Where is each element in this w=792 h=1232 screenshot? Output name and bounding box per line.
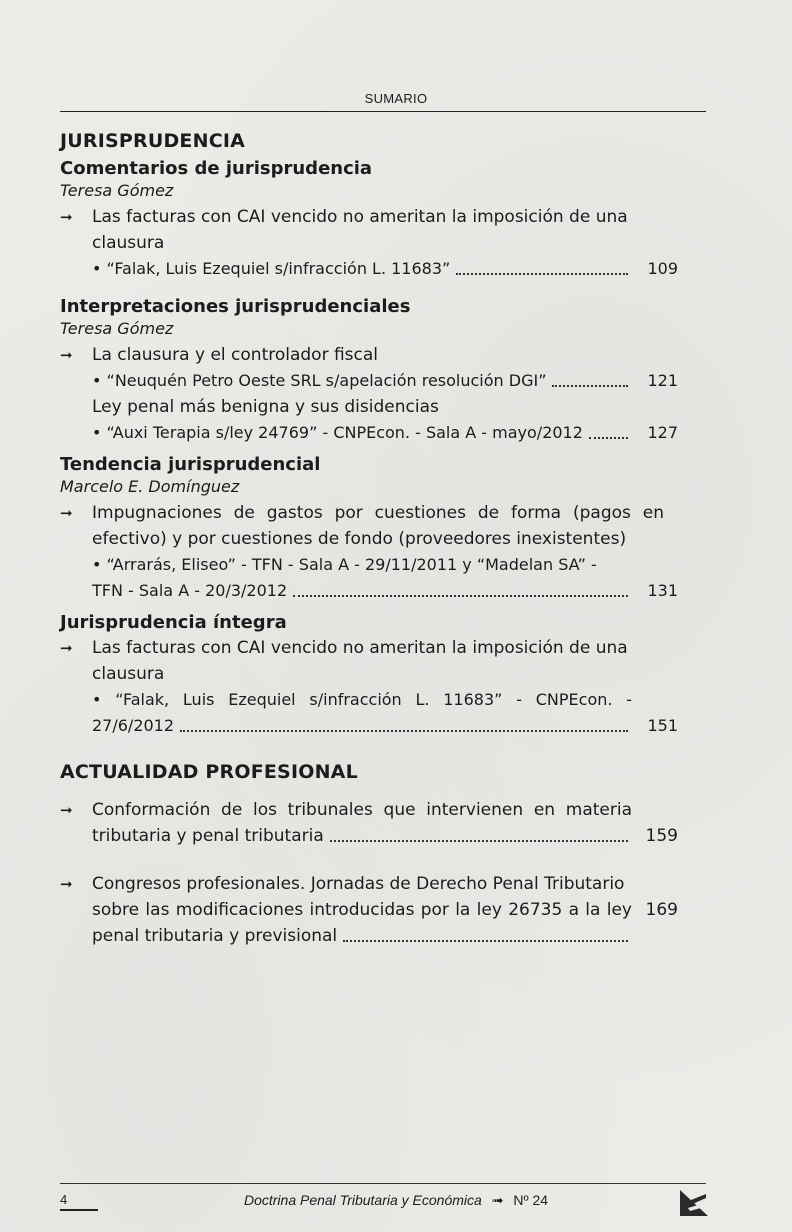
subsection-title-tendencia: Tendencia jurisprudencial bbox=[60, 454, 321, 475]
issue-number: Nº 24 bbox=[513, 1192, 549, 1208]
entry-title: Conformación de los tribunales que intervienen en materia bbox=[92, 800, 632, 820]
item-text: • “Arrarás, Eliseo” - TFN - Sala A - 29/11/2011 y “Madelan SA” - bbox=[92, 555, 597, 574]
author-comentarios: Teresa Gómez bbox=[60, 181, 174, 200]
page-number: 159 bbox=[645, 826, 678, 846]
subsection-title-integra: Jurisprudencia íntegra bbox=[60, 612, 287, 633]
author-interpretaciones: Teresa Gómez bbox=[60, 319, 174, 338]
dot-leader bbox=[456, 273, 628, 275]
item-text: • “Auxi Terapia s/ley 24769” - CNPEcon. - Sala A - mayo/2012 bbox=[92, 423, 583, 442]
section-title-jurisprudencia: JURISPRUDENCIA bbox=[60, 130, 246, 152]
journal-title: Doctrina Penal Tributaria y Económica bbox=[243, 1192, 482, 1208]
toc-item[interactable] bbox=[92, 256, 710, 282]
arrow-right-icon: ➞ bbox=[60, 875, 73, 893]
dot-leader bbox=[552, 385, 628, 387]
toc-item[interactable] bbox=[92, 368, 710, 394]
entry-title: Ley penal más benigna y sus disidencias bbox=[92, 397, 439, 417]
toc-item[interactable] bbox=[92, 687, 710, 739]
entry-title: Congresos profesionales. Jornadas de Derecho Penal Tributario bbox=[92, 874, 625, 894]
subsection-title-comentarios: Comentarios de jurisprudencia bbox=[60, 158, 373, 179]
dot-leader bbox=[343, 940, 628, 942]
item-text: TFN - Sala A - 20/3/2012 bbox=[92, 581, 288, 600]
entry-title: tributaria y penal tributaria bbox=[92, 826, 324, 846]
table-of-contents bbox=[60, 130, 710, 949]
toc-entry[interactable] bbox=[60, 342, 710, 368]
toc-entry[interactable] bbox=[60, 204, 710, 256]
entry-title: Las facturas con CAI vencido no ameritan la imposición de una clausura bbox=[92, 207, 628, 253]
arrow-right-icon: ➞ bbox=[60, 346, 73, 364]
toc-item[interactable] bbox=[92, 420, 710, 446]
page-number: 127 bbox=[647, 423, 678, 442]
header-title: SUMARIO bbox=[364, 91, 428, 106]
entry-title: Las facturas con CAI vencido no ameritan la imposición de una clausura bbox=[92, 638, 628, 684]
toc-entry[interactable] bbox=[60, 635, 710, 687]
publisher-logo-icon bbox=[676, 1188, 710, 1222]
page-number: 131 bbox=[647, 581, 678, 600]
item-text: • “Neuquén Petro Oeste SRL s/apelación resolución DGI” bbox=[92, 371, 547, 390]
section-title-actualidad: ACTUALIDAD PROFESIONAL bbox=[60, 761, 358, 783]
author-tendencia: Marcelo E. Domínguez bbox=[60, 477, 240, 496]
page-number: 121 bbox=[647, 371, 678, 390]
footer-journal bbox=[0, 1192, 792, 1209]
page-number: 169 bbox=[645, 900, 678, 920]
page-number: 151 bbox=[647, 716, 678, 735]
arrow-right-icon: ➞ bbox=[60, 639, 73, 657]
header-divider bbox=[60, 111, 706, 112]
item-text: • “Falak, Luis Ezequiel s/infracción L. 11683” bbox=[92, 259, 451, 278]
dot-leader bbox=[330, 840, 628, 842]
entry-title: La clausura y el controlador fiscal bbox=[92, 345, 379, 365]
toc-entry[interactable] bbox=[60, 500, 710, 552]
entry-title: penal tributaria y previsional bbox=[92, 926, 338, 946]
dot-leader bbox=[589, 437, 628, 439]
item-text: • “Falak, Luis Ezequiel s/infracción L. 11683” - CNPEcon. - bbox=[92, 690, 632, 709]
dot-leader bbox=[180, 730, 628, 732]
entry-title: sobre las modificaciones introducidas por la ley 26735 a la ley bbox=[92, 900, 632, 920]
footer-divider bbox=[60, 1183, 706, 1184]
arrow-right-icon: ➞ bbox=[60, 208, 73, 226]
footer-page-number: 4 bbox=[60, 1192, 98, 1211]
dot-leader bbox=[293, 595, 628, 597]
item-text: 27/6/2012 bbox=[92, 716, 175, 735]
toc-entry[interactable] bbox=[60, 871, 710, 949]
subsection-title-interpretaciones: Interpretaciones jurisprudenciales bbox=[60, 296, 411, 317]
toc-item[interactable] bbox=[92, 552, 710, 604]
toc-entry[interactable] bbox=[60, 797, 710, 849]
page-number: 109 bbox=[647, 259, 678, 278]
entry-title: Impugnaciones de gastos por cuestiones de forma (pagos en efectivo) y por cuestiones de fondo (proveedores inexistentes) bbox=[92, 503, 664, 549]
arrow-right-icon: ➞ bbox=[60, 801, 73, 819]
arrow-right-icon: ➞ bbox=[60, 504, 73, 522]
arrow-right-icon: ➟ bbox=[491, 1192, 504, 1208]
